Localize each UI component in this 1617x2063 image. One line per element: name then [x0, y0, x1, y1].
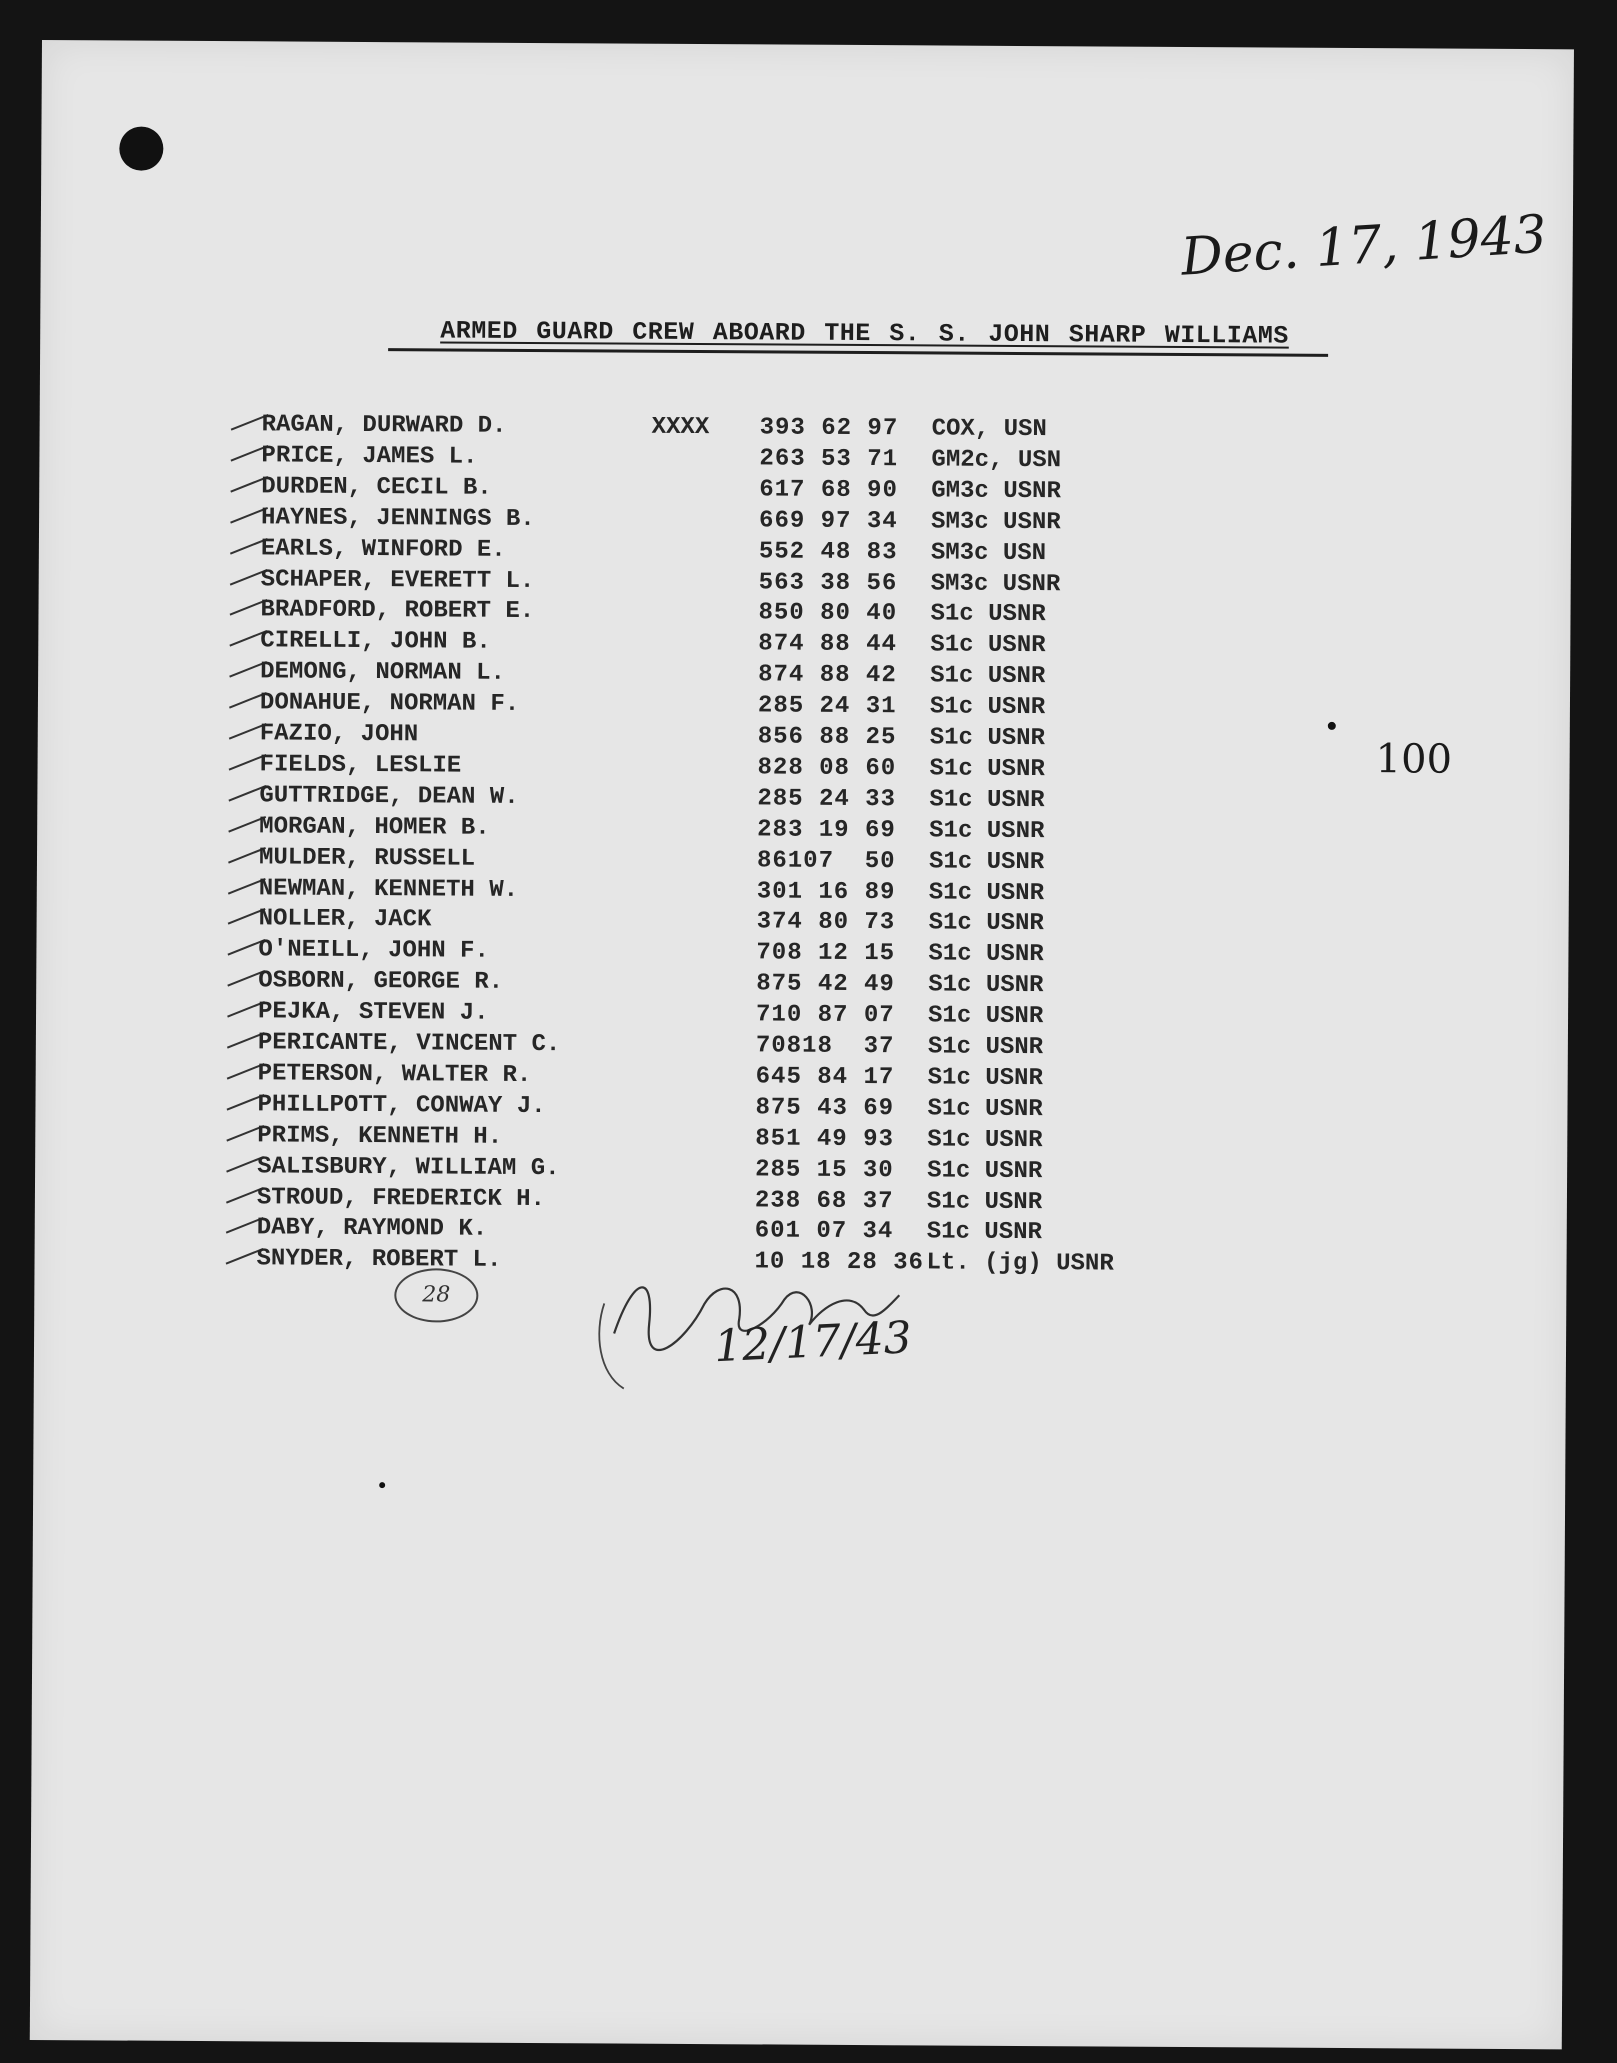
crew-rate: SM3c USNR [930, 569, 1061, 598]
crew-note: XXXX [651, 413, 710, 442]
crew-name: HAYNES, JENNINGS B. [261, 504, 535, 533]
crew-rate: Lt. (jg) USNR [926, 1249, 1114, 1278]
crew-rate: S1c USNR [928, 971, 1044, 1000]
crew-name: NEWMAN, KENNETH W. [258, 874, 519, 904]
crew-rate: GM2c, USN [931, 446, 1062, 475]
service-number: 710 87 07 [755, 1001, 895, 1030]
crew-rate: S1c USNR [929, 786, 1045, 814]
service-number: 285 24 31 [757, 692, 897, 721]
crew-rate: S1c USNR [927, 1157, 1043, 1185]
service-number: 851 49 93 [755, 1125, 895, 1153]
crew-rate: S1c USNR [930, 662, 1046, 691]
crew-rate: S1c USNR [928, 878, 1045, 907]
crew-rate: S1c USNR [926, 1218, 1043, 1247]
service-number: 552 48 83 [758, 537, 898, 566]
service-number: 86107 50 [756, 846, 896, 875]
crew-name: MORGAN, HOMER B. [259, 813, 490, 842]
service-number: 669 97 34 [758, 507, 898, 535]
crew-name: PRICE, JAMES L. [261, 442, 478, 471]
crew-rate: S1c USNR [927, 1126, 1043, 1154]
crew-name: DONAHUE, NORMAN F. [259, 689, 520, 719]
ink-speck [379, 1482, 385, 1488]
service-number: 874 88 42 [758, 661, 897, 690]
service-number: 238 68 37 [754, 1186, 894, 1215]
crew-name: DEMONG, NORMAN L. [260, 658, 506, 688]
crew-name: CIRELLI, JOHN B. [260, 627, 491, 657]
crew-rate: SM3c USN [930, 539, 1047, 567]
crew-rate: S1c USNR [928, 848, 1045, 876]
service-number: 856 88 25 [757, 723, 897, 752]
crew-rate: S1c USNR [929, 755, 1045, 784]
crew-rate: S1c USNR [928, 940, 1044, 969]
crew-rate: S1c USNR [928, 909, 1044, 938]
ink-speck [1328, 722, 1336, 730]
crew-rate: COX, USN [931, 415, 1047, 444]
crew-name: RAGAN, DURWARD D. [261, 411, 507, 440]
crew-name: PRIMS, KENNETH H. [257, 1122, 503, 1151]
crew-name: STROUD, FREDERICK H. [256, 1183, 546, 1213]
crew-rate: S1c USNR [930, 600, 1046, 629]
service-number: 70818 37 [755, 1032, 895, 1061]
crew-name: FIELDS, LESLIE [259, 751, 462, 780]
service-number: 875 42 49 [756, 970, 895, 999]
service-number: 645 84 17 [755, 1063, 895, 1092]
crew-rate: S1c USNR [927, 1002, 1044, 1031]
crew-name: MULDER, RUSSELL [258, 843, 476, 873]
service-number: 301 16 89 [756, 877, 896, 906]
crew-name: PETERSON, WALTER R. [257, 1060, 532, 1089]
crew-rate: S1c USNR [927, 1033, 1044, 1062]
crew-rate: S1c USNR [929, 693, 1046, 722]
service-number: 617 68 90 [759, 476, 898, 505]
service-number: 283 19 69 [757, 816, 896, 844]
service-number: 708 12 15 [756, 939, 896, 968]
crew-name: DABY, RAYMOND K. [256, 1214, 488, 1244]
document-page [30, 40, 1574, 2049]
service-number: 393 62 97 [759, 414, 899, 443]
service-number: 828 08 60 [757, 754, 897, 783]
crew-name: DURDEN, CECIL B. [261, 473, 492, 502]
crew-name: EARLS, WINFORD E. [260, 534, 506, 564]
crew-name: SALISBURY, WILLIAM G. [257, 1152, 560, 1182]
document-title: ARMED GUARD CREW ABOARD THE S. S. JOHN SHARP WILLIAMS [440, 316, 1289, 351]
crew-name: PEJKA, STEVEN J. [257, 998, 489, 1027]
service-number: 850 80 40 [758, 599, 898, 628]
service-number: 874 88 44 [758, 630, 898, 659]
crew-rate: S1c USNR [927, 1064, 1043, 1093]
service-number: 875 43 69 [755, 1094, 895, 1123]
crew-name: PHILLPOTT, CONWAY J. [257, 1091, 546, 1120]
crew-rate: SM3c USNR [930, 508, 1061, 536]
crew-name: OSBORN, GEORGE R. [258, 967, 504, 997]
crew-name: GUTTRIDGE, DEAN W. [259, 782, 519, 811]
crew-rate: S1c USNR [927, 1095, 1043, 1123]
service-number: 285 15 30 [755, 1155, 894, 1184]
crew-name: SCHAPER, EVERETT L. [260, 565, 535, 595]
service-number: 601 07 34 [754, 1217, 894, 1246]
crew-rate: GM3c USNR [931, 477, 1061, 506]
signature-date: 12/17/43 [712, 1312, 913, 1373]
service-number: 374 80 73 [756, 908, 896, 937]
page-number: 100 [1375, 736, 1453, 783]
crew-rate: S1c USNR [929, 724, 1046, 753]
service-number: 10 18 28 36 [754, 1248, 925, 1277]
ink-blot [119, 126, 163, 170]
crew-rate: S1c USNR [926, 1187, 1043, 1216]
circled-count-annotation: 28 [394, 1268, 478, 1323]
crew-rate: S1c USNR [929, 817, 1045, 845]
crew-name: BRADFORD, ROBERT E. [260, 596, 535, 626]
crew-name: O'NEILL, JOHN F. [258, 936, 489, 966]
crew-name: SNYDER, ROBERT L. [256, 1245, 502, 1275]
service-number: 285 24 33 [757, 785, 897, 814]
crew-name: FAZIO, JOHN [259, 720, 419, 749]
crew-name: PERICANTE, VINCENT C. [257, 1029, 561, 1059]
handwritten-date: Dec. 17, 1943 [1179, 204, 1549, 288]
service-number: 263 53 71 [759, 445, 899, 474]
service-number: 563 38 56 [758, 568, 898, 597]
crew-rate: S1c USNR [930, 631, 1046, 660]
crew-name: NOLLER, JACK [258, 905, 432, 934]
